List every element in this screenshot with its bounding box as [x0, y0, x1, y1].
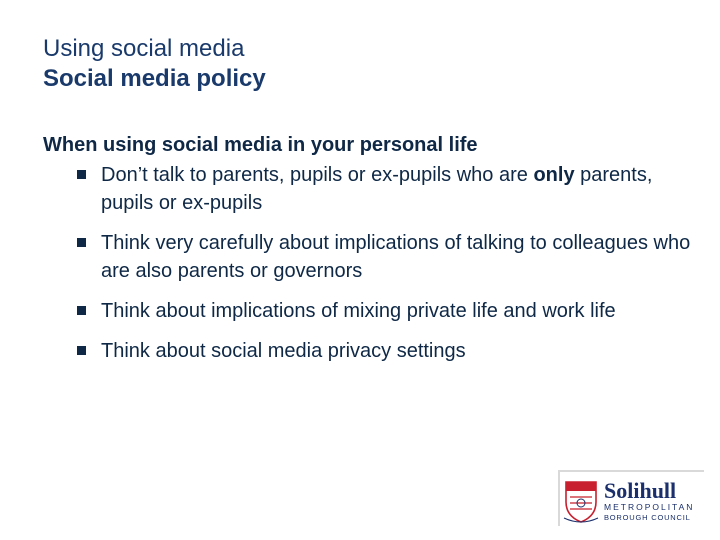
- logo-name: Solihull: [604, 478, 677, 503]
- logo-line-3: BOROUGH COUNCIL: [604, 513, 691, 522]
- section-heading: When using social media in your personal life: [43, 134, 478, 156]
- bullet-text: Think about social media privacy settings: [101, 340, 466, 362]
- bullet-item: [43, 337, 693, 365]
- bullet-item: [43, 297, 693, 325]
- square-bullet-icon: [77, 306, 86, 315]
- bullet-text: Don’t talk to parents, pupils or ex-pupils who are: [101, 164, 534, 186]
- logo-line-2: METROPOLITAN: [604, 502, 695, 512]
- title-line-1: Using social media: [43, 35, 245, 62]
- council-crest-icon: [564, 482, 598, 522]
- bullet-item: [43, 161, 693, 217]
- square-bullet-icon: [77, 170, 86, 179]
- bullet-item: [43, 229, 693, 285]
- title-line-2: Social media policy: [43, 65, 266, 92]
- bullet-text: Think about implications of mixing private life and work life: [101, 300, 616, 322]
- bullet-list: [43, 161, 693, 365]
- bullet-text-end: parents, pupils or ex-pupils: [101, 164, 653, 214]
- square-bullet-icon: [77, 346, 86, 355]
- slide-title: [43, 34, 266, 94]
- council-logo: [558, 470, 704, 526]
- council-logo-graphic: [560, 472, 704, 526]
- slide-body: [43, 132, 693, 377]
- bullet-emphasis: only: [533, 164, 575, 186]
- bullet-text: Think very carefully about implications of talking to colleagues who are also parents or governors: [101, 232, 691, 282]
- square-bullet-icon: [77, 238, 86, 247]
